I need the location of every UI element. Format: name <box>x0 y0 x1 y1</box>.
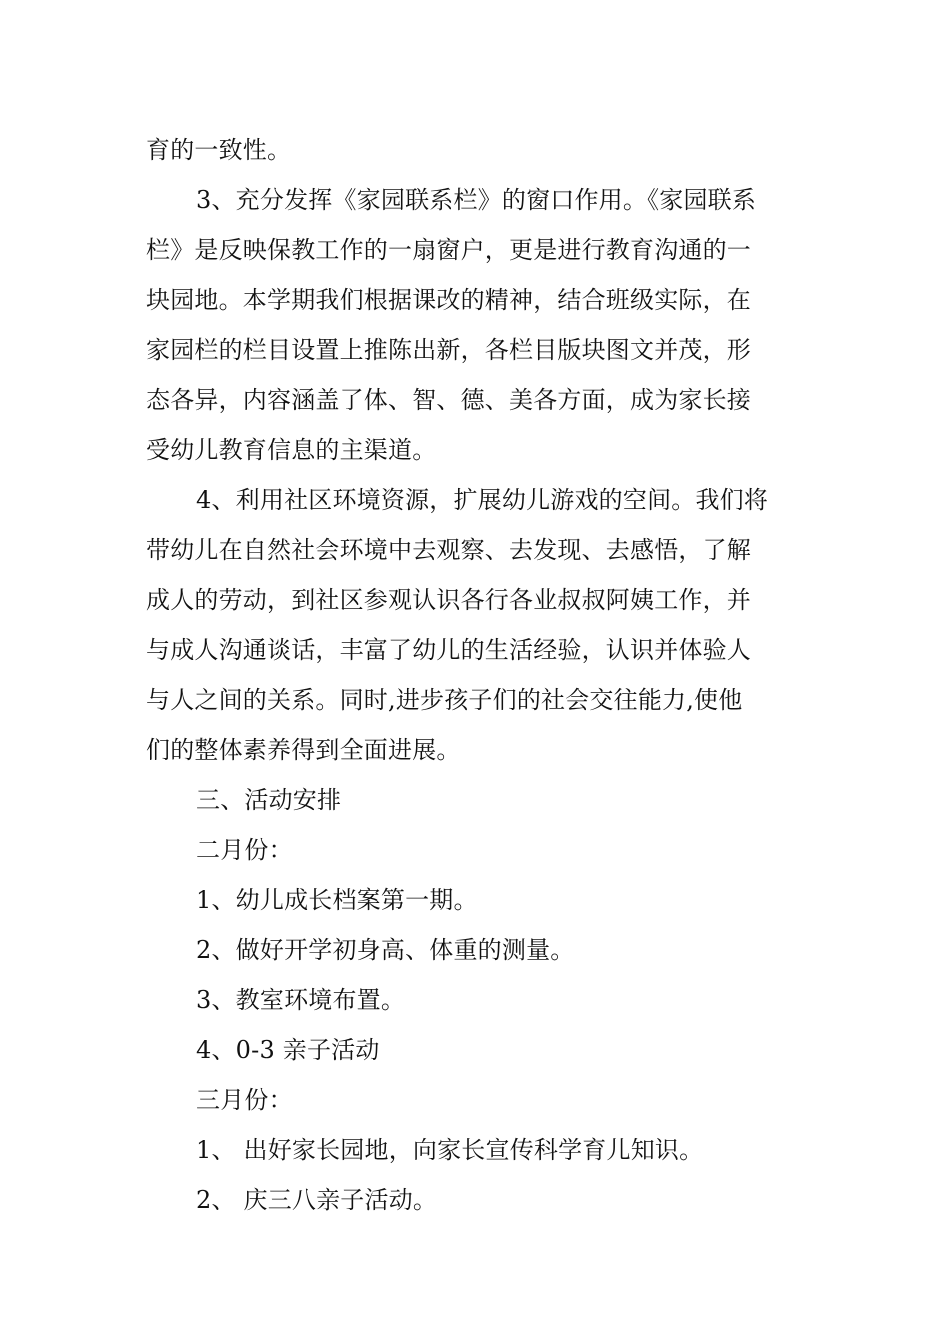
text-line-13: 们的整体素养得到全面进展。 <box>146 736 461 764</box>
text-line-1: 育的一致性。 <box>146 136 292 164</box>
section-heading: 三、活动安排 <box>196 786 342 814</box>
text-line-4: 块园地。本学期我们根据课改的精神，结合班级实际，在 <box>146 286 751 314</box>
list-item: 2、做好开学初身高、体重的测量。 <box>196 936 575 964</box>
list-item: 3、教室环境布置。 <box>196 986 406 1014</box>
list-item: 1、 出好家长园地，向家长宣传科学育儿知识。 <box>196 1136 704 1164</box>
list-item: 1、幼儿成长档案第一期。 <box>196 886 478 914</box>
text-line-2: 3、充分发挥《家园联系栏》的窗口作用。《家园联系 <box>196 186 757 214</box>
text-line-7: 受幼儿教育信息的主渠道。 <box>146 436 437 464</box>
text-line-9: 带幼儿在自然社会环境中去观察、去发现、去感悟，了解 <box>146 536 751 564</box>
text-line-12: 与人之间的关系。同时,进步孩子们的社会交往能力,使他 <box>146 686 743 714</box>
month-heading-feb: 二月份： <box>196 836 293 864</box>
text-line-10: 成人的劳动，到社区参观认识各行各业叔叔阿姨工作，并 <box>146 586 751 614</box>
text-line-3: 栏》是反映保教工作的一扇窗户，更是进行教育沟通的一 <box>146 236 751 264</box>
text-line-11: 与成人沟通谈话，丰富了幼儿的生活经验，认识并体验人 <box>146 636 751 664</box>
text-line-6: 态各异，内容涵盖了体、智、德、美各方面，成为家长接 <box>146 386 751 414</box>
text-line-5: 家园栏的栏目设置上推陈出新，各栏目版块图文并茂，形 <box>146 336 751 364</box>
list-item: 4、0-3 亲子活动 <box>196 1036 380 1064</box>
text-line-8: 4、利用社区环境资源，扩展幼儿游戏的空间。我们将 <box>196 486 769 514</box>
month-heading-mar: 三月份： <box>196 1086 293 1114</box>
list-item: 2、 庆三八亲子活动。 <box>196 1186 438 1214</box>
